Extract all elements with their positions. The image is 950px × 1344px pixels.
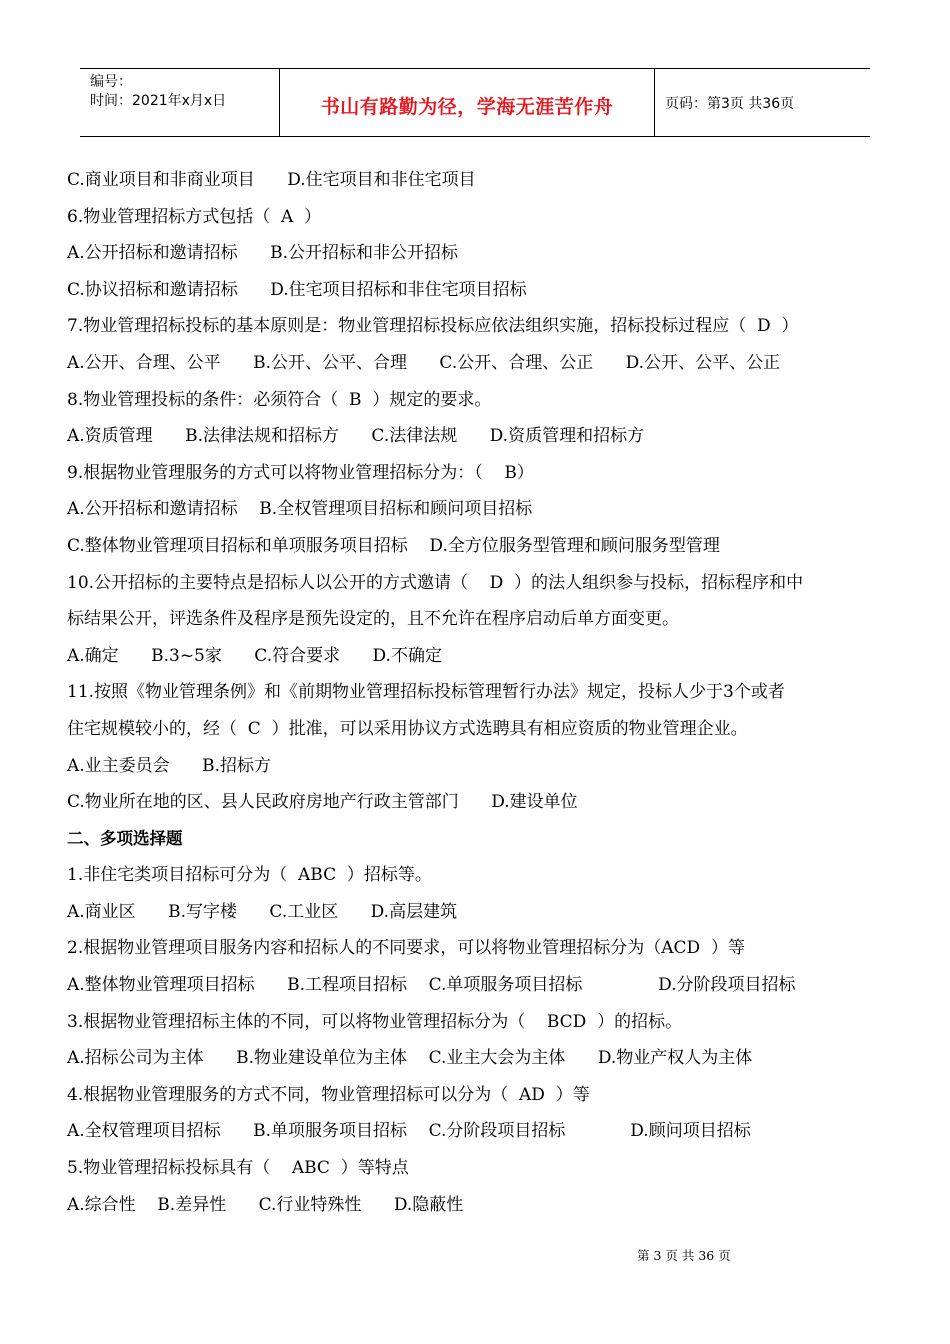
options-line: A.确定 B.3~5家 C.符合要求 D.不确定 — [67, 645, 442, 666]
options-line: A.招标公司为主体 B.物业建设单位为主体 C.业主大会为主体 D.物业产权人为主体 — [67, 1048, 753, 1069]
question-line: 8.物业管理投标的条件：必须符合（ B ）规定的要求。 — [67, 389, 492, 410]
text-line: C.商业项目和非商业项目 D.住宅项目和非住宅项目 — [67, 170, 476, 190]
question-line: 9.根据物业管理服务的方式可以将物业管理招标分为：（ B） — [67, 462, 534, 483]
options-line: A.公开招标和邀请招标 B.公开招标和非公开招标 — [67, 243, 458, 264]
options-line: A.业主委员会 B.招标方 — [67, 755, 271, 776]
question-line: 10.公开招标的主要特点是招标人以公开的方式邀请（ D ）的法人组织参与投标，招标程序和中 — [67, 572, 804, 593]
options-line: A.商业区 B.写字楼 C.工业区 D.高层建筑 — [67, 901, 458, 922]
header-page-info: 页码：第3页 共36页 — [665, 95, 795, 112]
page-footer: 第 3 页 共 36 页 — [637, 1248, 731, 1263]
options-line: A.整体物业管理项目招标 B.工程项目招标 C.单项服务项目招标 D.分阶段项目招标 — [67, 975, 796, 996]
question-line: 7.物业管理招标投标的基本原则是：物业管理招标投标应依法组织实施，招标投标过程应（ D ） — [67, 316, 799, 337]
options-line: A.全权管理项目招标 B.单项服务项目招标 C.分阶段项目招标 D.顾问项目招标 — [67, 1121, 751, 1142]
options-line: C.整体物业管理项目招标和单项服务项目招标 D.全方位服务型管理和顾问服务型管理 — [67, 535, 720, 556]
options-line: A.公开招标和邀请招标 B.全权管理项目招标和顾问项目招标 — [67, 499, 533, 520]
page-header — [80, 68, 870, 137]
header-meta — [80, 69, 280, 136]
options-line: C.物业所在地的区、县人民政府房地产行政主管部门 D.建设单位 — [67, 792, 578, 813]
question-line-continued: 标结果公开，评选条件及程序是预先设定的，且不允许在程序启动后单方面变更。 — [67, 609, 679, 630]
question-line: 2.根据物业管理项目服务内容和招标人的不同要求，可以将物业管理招标分为（ACD ）等 — [67, 938, 745, 959]
options-line: A.资质管理 B.法律法规和招标方 C.法律法规 D.资质管理和招标方 — [67, 426, 645, 447]
question-line-continued: 住宅规模较小的，经（ C ）批准，可以采用协议方式选聘具有相应资质的物业管理企业。 — [67, 718, 748, 739]
question-line: 3.根据物业管理招标主体的不同，可以将物业管理招标分为（ BCD ）的招标。 — [67, 1011, 683, 1032]
header-motto: 书山有路勤为径，学海无涯苦作舟 — [280, 69, 655, 136]
serial-number-label: 编号： — [90, 74, 132, 90]
options-line: C.协议招标和邀请招标 D.住宅项目招标和非住宅项目招标 — [67, 279, 527, 300]
document-body — [67, 162, 887, 1223]
question-line: 6.物业管理招标方式包括（ A ） — [67, 206, 322, 227]
question-line: 4.根据物业管理服务的方式不同，物业管理招标可以分为（ AD ）等 — [67, 1084, 590, 1105]
options-line: A.综合性 B.差异性 C.行业特殊性 D.隐蔽性 — [67, 1194, 464, 1215]
question-line: 1.非住宅类项目招标可分为（ ABC ）招标等。 — [67, 865, 432, 886]
question-line: 11.按照《物业管理条例》和《前期物业管理招标投标管理暂行办法》规定，投标人少于3个或者 — [67, 682, 785, 703]
section-heading: 二、多项选择题 — [67, 828, 183, 848]
question-line: 5.物业管理招标投标具有（ ABC ）等特点 — [67, 1158, 409, 1179]
options-line: A.公开、合理、公平 B.公开、公平、合理 C.公开、合理、公正 D.公开、公平、公正 — [67, 352, 781, 373]
time-label: 时间：2021年x月x日 — [90, 93, 227, 109]
